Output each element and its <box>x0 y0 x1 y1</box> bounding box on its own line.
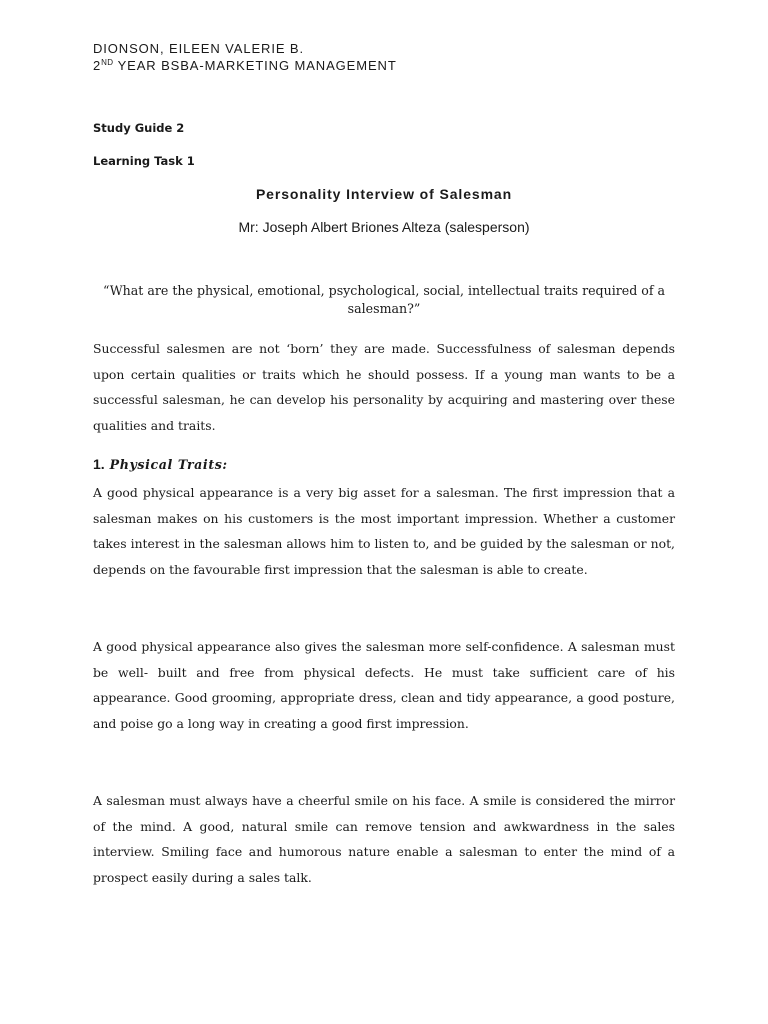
body-paragraph: A good physical appearance also gives the salesman more self-confidence. A salesman must be well- built and free from physical defects. He must take sufficient care of his appearance. Good grooming, appropriate dress, clean and tidy appearance, a good posture, and poise go a long way in creating a good first impression. <box>93 639 675 731</box>
learning-task-label: Learning Task 1 <box>93 154 195 168</box>
section-heading-physical-traits <box>93 456 228 472</box>
study-guide-label: Study Guide 2 <box>93 121 185 135</box>
year-ordinal-suffix: ND <box>101 58 114 67</box>
interviewee-line: Mr: Joseph Albert Briones Alteza (salesperson) <box>238 219 530 235</box>
student-name: DIONSON, EILEEN VALERIE B. <box>93 41 304 56</box>
interview-question: “What are the physical, emotional, psychological, social, intellectual traits required of a salesman?” <box>102 283 666 316</box>
intro-paragraph: Successful salesmen are not ‘born’ they are made. Successfulness of salesman depends upon certain qualities or traits which he should possess. If a young man wants to be a successful salesman, he can develop his personality by acquiring and mastering over these qualities and traits. <box>93 341 675 433</box>
student-year-course <box>93 58 397 73</box>
section-number: 1. <box>93 456 105 472</box>
document-title: Personality Interview of Salesman <box>255 186 513 202</box>
body-paragraph: A salesman must always have a cheerful smile on his face. A smile is considered the mirror of the mind. A good, natural smile can remove tension and awkwardness in the sales interview. Smiling face and humorous nature enable a salesman to enter the mind of a prospect easily during a sales talk. <box>93 793 675 885</box>
section-title: Physical Traits: <box>104 457 228 472</box>
year-number: 2 <box>93 58 102 73</box>
year-course-text: YEAR BSBA-MARKETING MANAGEMENT <box>113 58 397 73</box>
body-paragraph: A good physical appearance is a very big asset for a salesman. The first impression that a salesman makes on his customers is the most important impression. Whether a customer takes interest in the salesman allows him to listen to, and be guided by the salesman or not, depends on the favourable first impression that the salesman is able to create. <box>93 485 675 577</box>
